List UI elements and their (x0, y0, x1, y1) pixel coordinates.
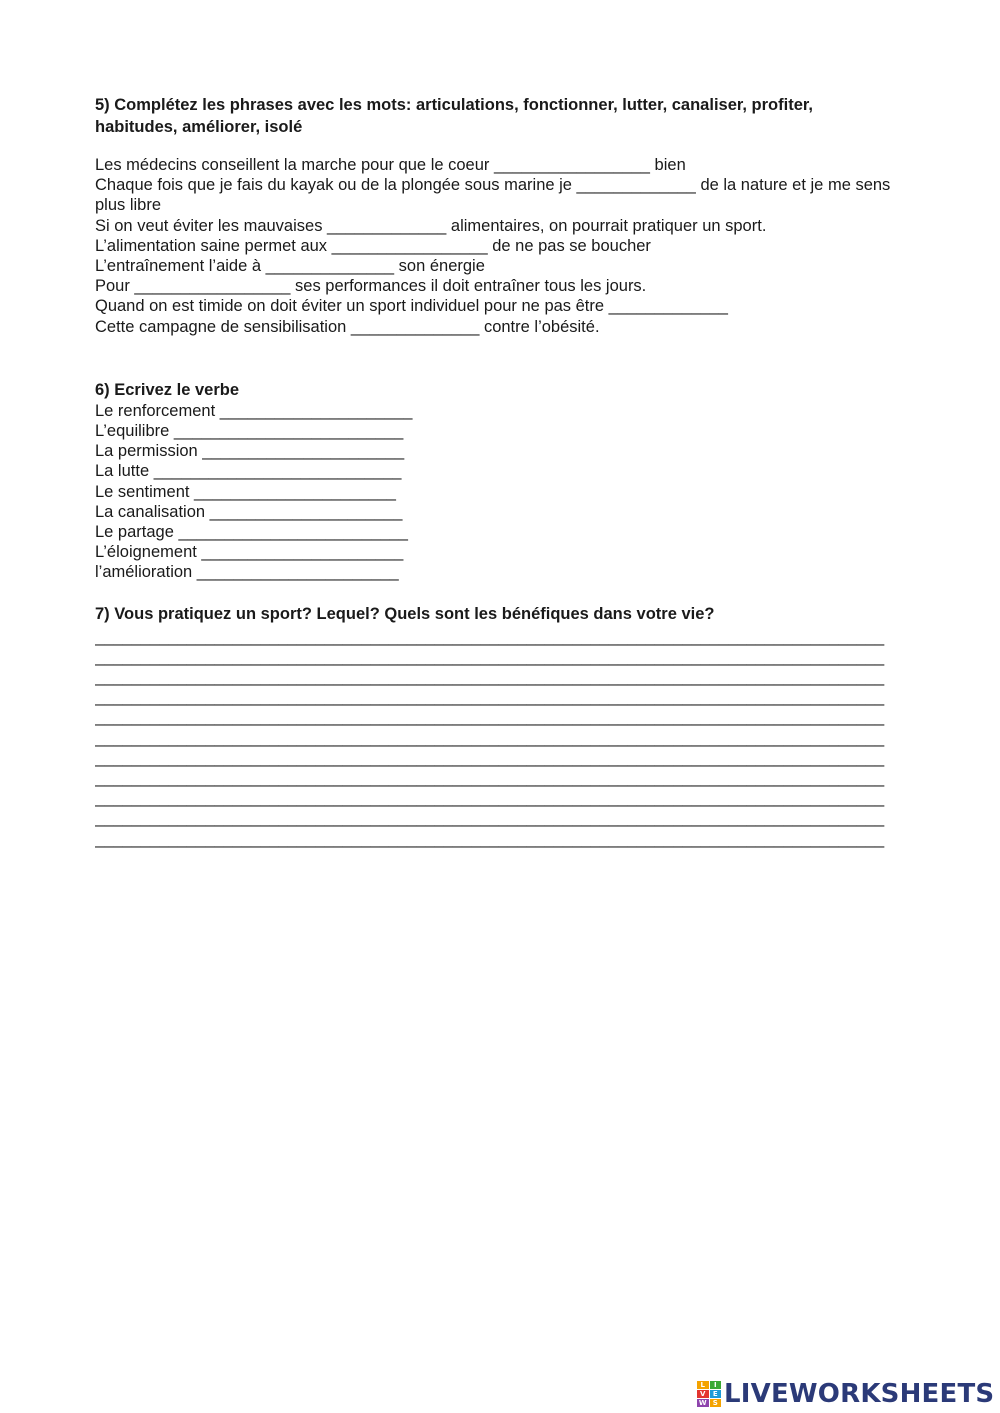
exercise-line: Cette campagne de sensibilisation ______________ contre l’obésité. (95, 317, 600, 336)
worksheet-page (95, 94, 900, 849)
liveworksheets-logo[interactable] (697, 1378, 994, 1410)
section-7-heading: 7) Vous pratiquez un sport? Lequel? Quels sont les bénéfiques dans votre vie? (95, 604, 715, 623)
logo-mark-cell: S (710, 1399, 722, 1407)
answer-line: ______________________________________________________________________________________ (95, 728, 885, 747)
verb-item: La lutte ___________________________ (95, 462, 402, 481)
answer-line: ______________________________________________________________________________________ (95, 708, 885, 727)
answer-line: ______________________________________________________________________________________ (95, 748, 885, 767)
exercise-line: Si on veut éviter les mauvaises _____________ alimentaires, on pourrait pratiquer un sport. (95, 216, 767, 235)
logo-mark-cell: I (710, 1381, 722, 1389)
answer-line: ______________________________________________________________________________________ (95, 829, 885, 848)
verb-item: Le partage _________________________ (95, 523, 408, 542)
verb-item: L’éloignement ______________________ (95, 543, 404, 562)
section-5 (95, 94, 900, 337)
logo-mark-icon (697, 1381, 721, 1407)
section-6 (95, 379, 900, 583)
verb-item: L’equilibre _________________________ (95, 422, 404, 441)
verb-item: Le sentiment ______________________ (95, 482, 396, 501)
answer-line: ______________________________________________________________________________________ (95, 769, 885, 788)
answer-line: ______________________________________________________________________________________ (95, 688, 885, 707)
logo-mark-cell: L (697, 1381, 709, 1389)
section-5-heading: 5) Complétez les phrases avec les mots: articulations, fonctionner, lutter, canaliser, profiter, habitudes, améliorer, isolé (95, 96, 813, 136)
verb-item: La permission ______________________ (95, 442, 405, 461)
answer-line: ______________________________________________________________________________________ (95, 809, 885, 828)
exercise-line: Chaque fois que je fais du kayak ou de la plongée sous marine je _____________ de la nature et je me sens plus libre (95, 176, 891, 215)
exercise-line: Les médecins conseillent la marche pour que le coeur _________________ bien (95, 156, 686, 174)
answer-line: ______________________________________________________________________________________ (95, 627, 885, 646)
verb-item: La canalisation _____________________ (95, 502, 403, 521)
answer-line: ______________________________________________________________________________________ (95, 789, 885, 808)
verb-item: Le renforcement _____________________ (95, 401, 413, 420)
section-6-heading: 6) Ecrivez le verbe (95, 380, 240, 399)
logo-mark-cell: W (698, 1399, 707, 1407)
section-7 (95, 603, 900, 849)
logo-mark-cell: E (710, 1390, 722, 1398)
answer-line: ______________________________________________________________________________________ (95, 647, 885, 666)
answer-line: ______________________________________________________________________________________ (95, 668, 885, 687)
exercise-line: L’alimentation saine permet aux _________________ de ne pas se boucher (95, 236, 651, 255)
exercise-line: Quand on est timide on doit éviter un sport individuel pour ne pas être _____________ (95, 297, 728, 316)
exercise-line: L’entraînement l’aide à ______________ son énergie (95, 257, 485, 276)
logo-text: LIVEWORKSHEETS (724, 1379, 995, 1409)
exercise-line: Pour _________________ ses performances il doit entraîner tous les jours. (95, 277, 647, 296)
verb-item: l’amélioration ______________________ (95, 563, 399, 582)
logo-mark-cell: V (697, 1390, 709, 1398)
